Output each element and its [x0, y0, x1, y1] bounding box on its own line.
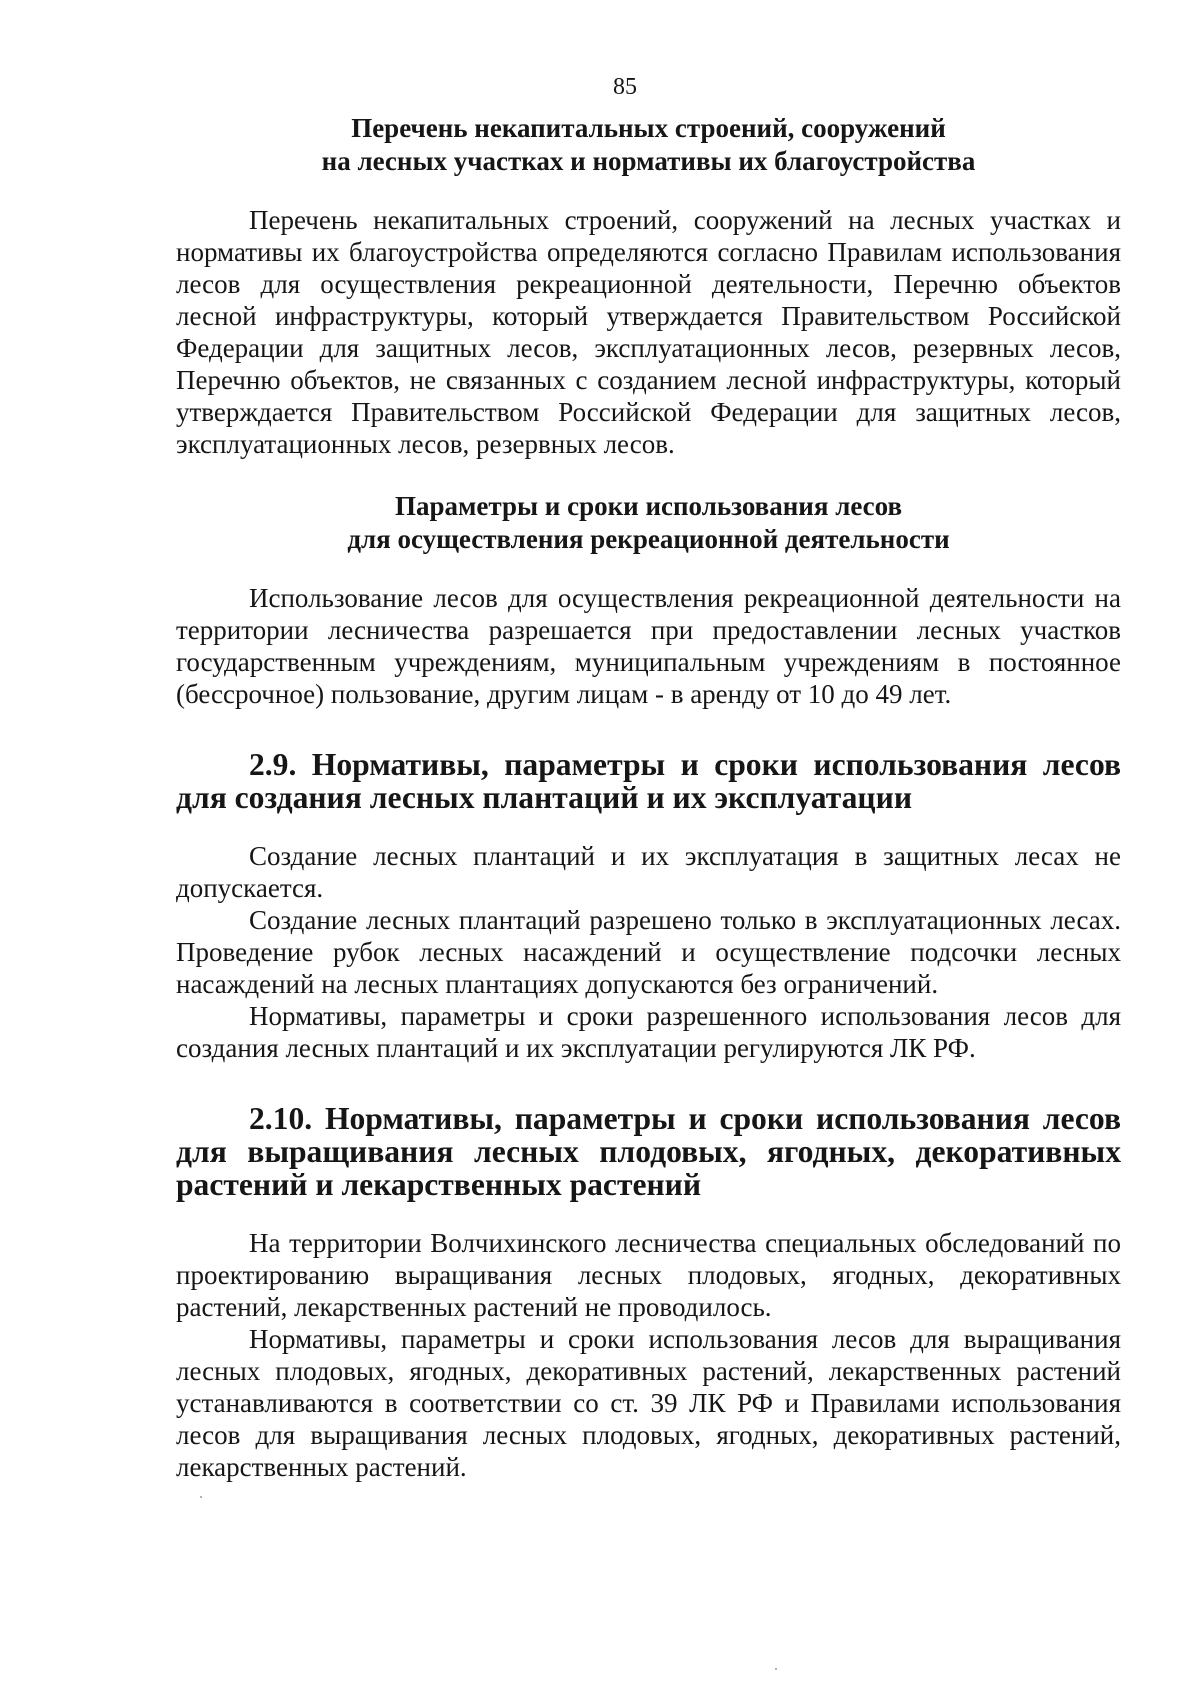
section-heading-2-9: 2.9. Нормативы, параметры и сроки использования лесов для создания лесных плантаций и их эксплуатации — [176, 747, 1121, 815]
paragraph-cultivation-1: На территории Волчихинского лесничества специальных обследований по проектированию выращивания лесных плодовых, ягодных, декоративных растений, лекарственных растений не проводилось. — [176, 1228, 1121, 1322]
section-title-line: Перечень некапитальных строений, сооружений — [351, 113, 946, 143]
paragraph-plantations-2: Создание лесных плантаций разрешено только в эксплуатационных лесах. Проведение рубок лесных насаждений и осуществление подсочки лесных насаждений на лесных плантациях допускаются без ограничений. — [176, 905, 1121, 999]
paragraph-structures: Перечень некапитальных строений, сооружений на лесных участках и нормативы их благоустройства определяются согласно Правилам использования лесов для осуществления рекреационной деятельности, Перечню объектов лесной инфраструктуры, который утверждается Правительством Российской Федерации для защитных лесов, эксплуатационных лесов, резервных лесов, Перечню объектов, не связанных с созданием лесной инфраструктуры, который утверждается Правительством Российской Федерации для защитных лесов, эксплуатационных лесов, резервных лесов. — [176, 205, 1121, 459]
paragraph-plantations-3: Нормативы, параметры и сроки разрешенного использования лесов для создания лесных плантаций и их эксплуатации регулируются ЛК РФ. — [176, 1001, 1121, 1063]
paragraph-plantations-1: Создание лесных плантаций и их эксплуатация в защитных лесах не допускается. — [176, 841, 1121, 903]
scan-speck — [200, 1496, 202, 1498]
page-content — [176, 112, 1121, 1483]
section-heading-2-10: 2.10. Нормативы, параметры и сроки использования лесов для выращивания лесных плодовых, ягодных, декоративных растений и лекарственных растений — [176, 1101, 1121, 1202]
section-title-structures — [176, 112, 1121, 178]
page-number: 85 — [613, 74, 637, 100]
scan-speck — [775, 1668, 777, 1670]
section-title-recreation — [176, 490, 1121, 556]
section-title-line: для осуществления рекреационной деятельности — [347, 524, 950, 554]
section-title-line: Параметры и сроки использования лесов — [394, 491, 903, 521]
paragraph-recreation: Использование лесов для осуществления рекреационной деятельности на территории лесничества разрешается при предоставлении лесных участков государственным учреждениям, муниципальным учреждениям в постоянное (бессрочное) пользование, другим лицам - в аренду от 10 до 49 лет. — [176, 583, 1121, 709]
section-title-line: на лесных участках и нормативы их благоустройства — [321, 146, 976, 176]
paragraph-cultivation-2: Нормативы, параметры и сроки использования лесов для выращивания лесных плодовых, ягодных, декоративных растений, лекарственных растений устанавливаются в соответствии со ст. 39 ЛК РФ и Правилами использования лесов для выращивания лесных плодовых, ягодных, декоративных растений, лекарственных растений. — [176, 1324, 1121, 1482]
